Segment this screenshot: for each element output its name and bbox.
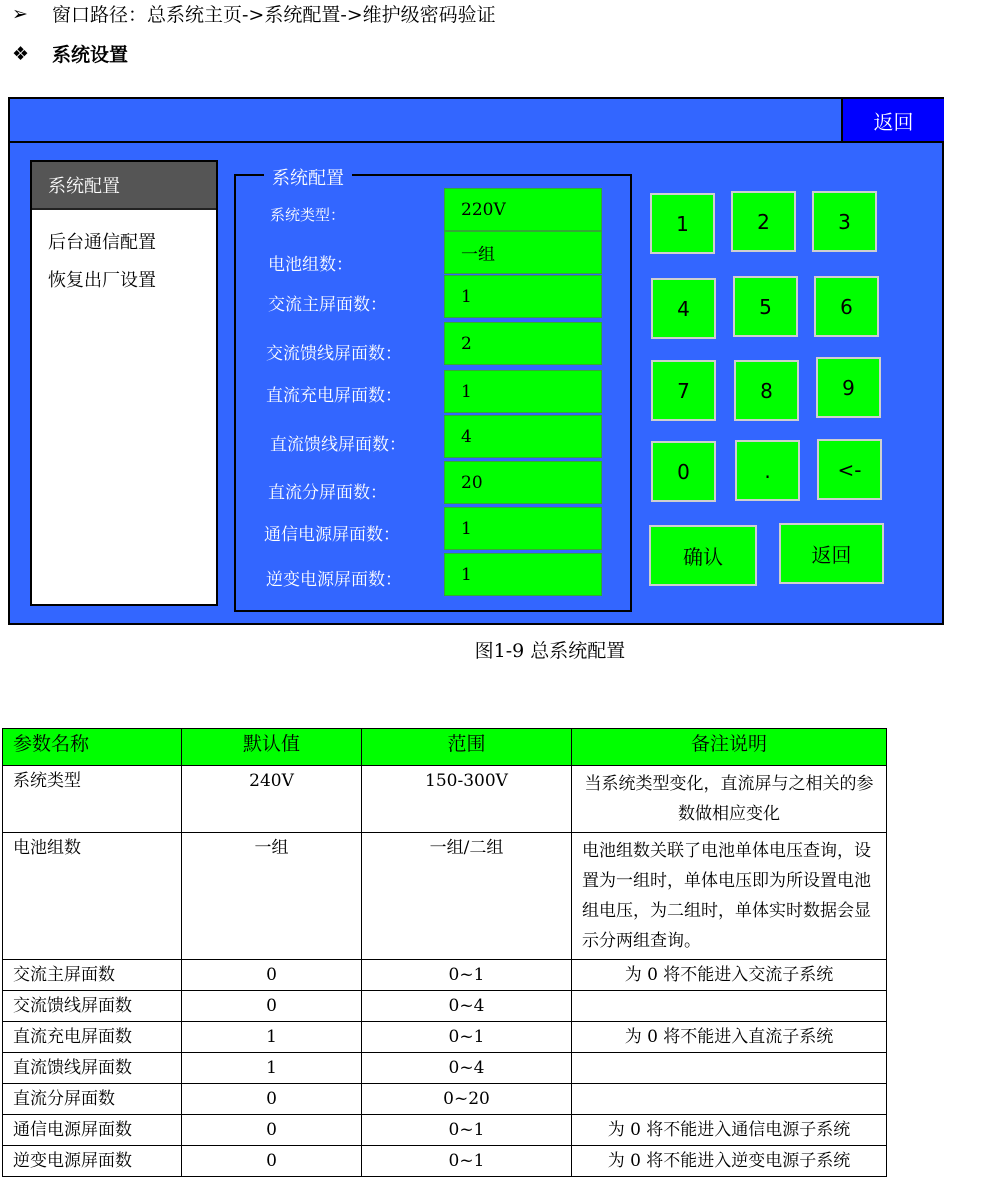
cell-range: 0~1: [362, 1022, 572, 1053]
key-5[interactable]: 5: [733, 276, 798, 337]
key-0[interactable]: 0: [651, 441, 716, 502]
cell-param-name: 交流主屏面数: [3, 960, 182, 991]
cell-range: 0~1: [362, 1115, 572, 1146]
field-value-dc-feeder[interactable]: 4: [444, 415, 602, 458]
field-value-dc-charge[interactable]: 1: [444, 370, 602, 413]
cell-range: 0~20: [362, 1084, 572, 1115]
parameter-table: [2, 728, 887, 1177]
field-label-ac-main: 交流主屏面数：: [268, 295, 387, 315]
arrow-bullet-icon: ➢: [12, 2, 28, 25]
cell-notes: [572, 1084, 887, 1115]
table-row: [3, 1053, 887, 1084]
window-path-text: 窗口路径：总系统主页->系统配置->维护级密码验证: [52, 4, 496, 26]
key-2[interactable]: 2: [731, 191, 796, 252]
key-4[interactable]: 4: [651, 278, 716, 339]
cell-param-name: 直流馈线屏面数: [3, 1053, 182, 1084]
key-3[interactable]: 3: [812, 191, 877, 252]
cell-default: 一组: [182, 833, 362, 960]
table-row: [3, 766, 887, 833]
key-1[interactable]: 1: [650, 193, 715, 254]
cell-notes: [572, 1053, 887, 1084]
cell-param-name: 直流充电屏面数: [3, 1022, 182, 1053]
section-heading-text: 系统设置: [52, 44, 129, 66]
figure-caption-text: 图1-9 总系统配置: [474, 640, 626, 662]
cell-notes: [572, 991, 887, 1022]
key-dot[interactable]: .: [735, 440, 800, 501]
cell-default: 1: [182, 1053, 362, 1084]
cell-notes: 为 0 将不能进入通信电源子系统: [572, 1115, 887, 1146]
table-row: [3, 960, 887, 991]
window-path-line: [12, 0, 496, 27]
field-value-ac-feeder[interactable]: 2: [444, 322, 602, 365]
cell-notes: 为 0 将不能进入直流子系统: [572, 1022, 887, 1053]
figure-caption: [0, 636, 1000, 663]
cell-default: 0: [182, 991, 362, 1022]
field-label-inverter-power: 逆变电源屏面数：: [266, 570, 402, 590]
cell-range: 0~4: [362, 1053, 572, 1084]
field-value-battery-groups[interactable]: 一组: [444, 231, 602, 274]
header-range: 范围: [362, 729, 572, 766]
table-row: [3, 1115, 887, 1146]
field-value-inverter-power[interactable]: 1: [444, 553, 602, 596]
config-menu: [30, 160, 218, 606]
header-default: 默认值: [182, 729, 362, 766]
cell-param-name: 交流馈线屏面数: [3, 991, 182, 1022]
header-notes: 备注说明: [572, 729, 887, 766]
system-config-screen: [8, 97, 944, 625]
back-button[interactable]: 返回: [779, 523, 884, 584]
cell-default: 240V: [182, 766, 362, 833]
cell-range: 0~1: [362, 960, 572, 991]
field-label-comm-power: 通信电源屏面数：: [264, 525, 400, 545]
table-row: [3, 833, 887, 960]
cell-default: 1: [182, 1022, 362, 1053]
field-label-system-type: 系统类型：: [270, 206, 346, 224]
cell-param-name: 通信电源屏面数: [3, 1115, 182, 1146]
cell-default: 0: [182, 960, 362, 991]
field-value-system-type[interactable]: 220V: [444, 188, 602, 231]
key-backspace[interactable]: <-: [817, 439, 882, 500]
cell-notes: 为 0 将不能进入逆变电源子系统: [572, 1146, 887, 1177]
cell-default: 0: [182, 1146, 362, 1177]
config-groupbox: [234, 168, 632, 612]
field-value-ac-main[interactable]: 1: [444, 275, 602, 318]
key-6[interactable]: 6: [814, 276, 879, 337]
cell-range: 150-300V: [362, 766, 572, 833]
field-label-dc-charge: 直流充电屏面数：: [266, 386, 402, 406]
field-label-battery-groups: 电池组数：: [268, 255, 353, 275]
field-label-ac-feeder: 交流馈线屏面数：: [266, 344, 402, 364]
cell-param-name: 系统类型: [3, 766, 182, 833]
header-param-name: 参数名称: [3, 729, 182, 766]
diamond-bullet-icon: ❖: [12, 42, 30, 65]
cell-param-name: 直流分屏面数: [3, 1084, 182, 1115]
cell-param-name: 电池组数: [3, 833, 182, 960]
field-label-dc-branch: 直流分屏面数：: [268, 483, 387, 503]
cell-range: 0~4: [362, 991, 572, 1022]
cell-notes: 为 0 将不能进入交流子系统: [572, 960, 887, 991]
field-label-dc-feeder: 直流馈线屏面数：: [270, 435, 406, 455]
section-heading: [12, 40, 128, 67]
key-8[interactable]: 8: [734, 360, 799, 421]
groupbox-title: 系统配置: [264, 164, 352, 190]
table-row: [3, 991, 887, 1022]
cell-param-name: 逆变电源屏面数: [3, 1146, 182, 1177]
cell-notes: 电池组数关联了电池单体电压查询，设置为一组时，单体电压即为所设置电池组电压，为二组时，单体实时数据会显示分两组查询。: [572, 833, 887, 960]
title-return-button[interactable]: 返回: [841, 99, 944, 141]
cell-range: 0~1: [362, 1146, 572, 1177]
field-value-comm-power[interactable]: 1: [444, 507, 602, 550]
confirm-button[interactable]: 确认: [649, 525, 757, 586]
table-row: [3, 1084, 887, 1115]
menu-item-backend-comm[interactable]: 后台通信配置: [48, 232, 156, 253]
menu-item-factory-reset[interactable]: 恢复出厂设置: [48, 270, 156, 291]
cell-notes: 当系统类型变化，直流屏与之相关的参数做相应变化: [572, 766, 887, 833]
table-row: [3, 1022, 887, 1053]
key-7[interactable]: 7: [651, 360, 716, 421]
key-9[interactable]: 9: [816, 357, 881, 418]
table-header-row: [3, 729, 887, 766]
table-row: [3, 1146, 887, 1177]
field-value-dc-branch[interactable]: 20: [444, 461, 602, 504]
cell-default: 0: [182, 1115, 362, 1146]
screen-title-bar: [10, 99, 942, 143]
cell-range: 一组/二组: [362, 833, 572, 960]
cell-default: 0: [182, 1084, 362, 1115]
menu-item-system-config[interactable]: 系统配置: [32, 162, 216, 210]
